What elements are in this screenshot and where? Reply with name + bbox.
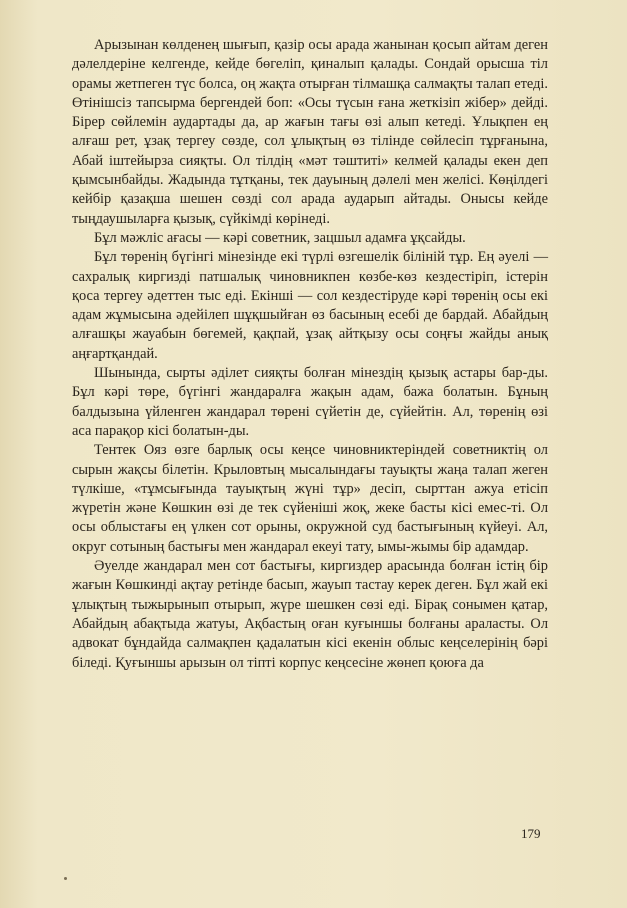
paragraph: Тентек Ояз өзге барлық осы кеңсе чиновниктеріндей советниктің ол сырын жақсы білетін. Крыловтың мысалындағы тауықты жаңа талап жеген түлкіше, «тұмсығында тауықтың жүні тұр» десіп, сырттан ажуа етісіп жүретін және Көшкин өзі де тек сүйеніші жоқ, жеке басты кісі емес-ті. Ол осы облыстағы ең үлкен сот орыны, окружной суд бастығының күйеуі. Ал, округ сотының бастығы мен жандарал екеуі тату, ымы-жымы бір адамдар. (72, 442, 548, 555)
paragraph: Әуелде жандарал мен сот бастығы, киргиздер арасында болған істің бір жағын Көшкинді ақтау ретінде басып, жауып тастау керек деген. Бұл жай екі ұлықтың тыжырынып отырып, жүре шешкен сөзі еді. Бірақ сонымен қатар, Абайдың абақтыда жатуы, Ақбастың оған куғыншы болғаны араласты. Ол адвокат бұндайда салмақпен қадалатын кісі екенін облыс кеңселерінің бәрі біледі. Қуғыншы арызын ол тіпті корпус кеңсесіне жөнеп қоюға да (72, 558, 548, 671)
page-number: 179 (521, 826, 541, 841)
paragraph: Шынында, сырты әділет сияқты болған мінездің қызық астары бар-ды. Бұл кәрі төре, бүгінгі жандаралға жақын адам, бажа болатын. Бұның балдызына үйленген жандарал төрені сүйетін де, сүйейтін. Ал, төренің өзі аса парақор кісі болатын-ды. (72, 365, 548, 439)
paragraph: Бұл мәжліс ағасы — кәрі советник, зацшыл адамға ұқсайды. (94, 229, 466, 246)
paper-speck (64, 877, 67, 880)
body-text (72, 36, 548, 673)
paragraph: Арызынан көлденең шығып, қазір осы арада жанынан қосып айтам деген дәлелдеріне келгенде, кейде бөгеліп, қиналып қалады. Сондай орысша тіл орамы жетпеген түс болса, оң жақта отырған тілмашқа салмақты талап етеді. Өтінішсіз тапсырма бергендей боп: «Осы түсын ғана жеткізіп жібер» дейді. Бірер сөйлемін аудартады да, ар жағын тағы өзі алып кетеді. Ұлықпен ең алғаш рет, ұзақ тергеу сөзде, сол ұлықтың өз тілінде сөйлесіп тұрғанына, Абай іштейырза сияқты. Ол тілдің «мәт тәштиті» келмей қалады екен деп қымсынбайды. Жадында тұтқаны, тек дауының дәлелі мен желісі. Көңілдегі кейбір қазақша шешен сөзді сол арада аударып айтады. Онысы кейде тыңдаушыларға қызық, сүйкімді көрінеді. (72, 37, 548, 227)
paragraph: Бұл төренің бүгінгі мінезінде екі түрлі өзгешелік біліній тұр. Ең әуелі — сахралық киргизді патшалық чиновникпен көзбе-көз кездестіріп, істерін қоса тергеу әдеттен тыс еді. Екінші — сол кездестіруде кәрі төренің осы екі адам жұмысына әдейілеп шұқшыйған өз басының есебі де бардай. Абайдың алғашқы жауабын бөгемей, қақпай, ұзақ айтқызу осы соңғы жайды анық аңғартқандай. (72, 249, 548, 362)
